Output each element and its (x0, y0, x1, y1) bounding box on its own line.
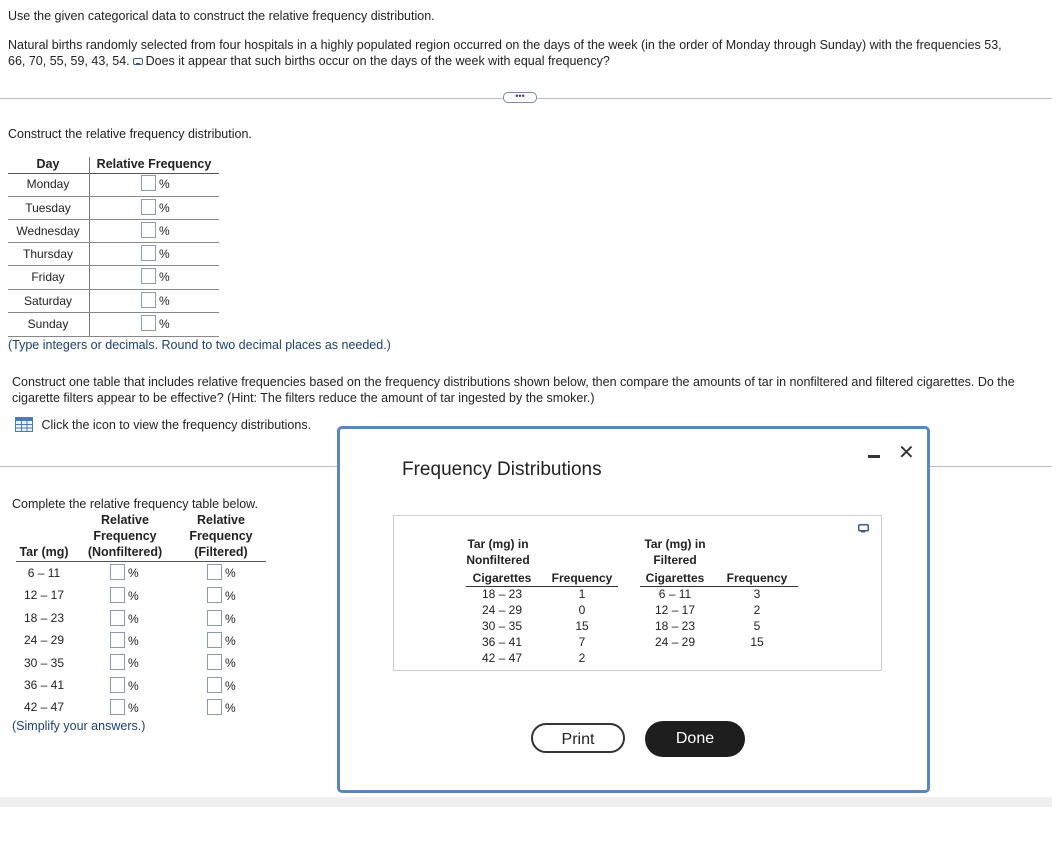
rounding-note: (Type integers or decimals. Round to two decimal places as needed.) (8, 338, 391, 352)
nonfiltered-input-12-17[interactable] (110, 587, 125, 603)
question-text: Does it appear that such births occur on the days of the week with equal frequency? (145, 54, 610, 68)
print-button[interactable]: Print (531, 723, 625, 753)
tar-header: Tar (mg) (19, 545, 69, 559)
percent-symbol: % (225, 589, 236, 603)
nonfiltered-input-6-11[interactable] (110, 564, 125, 580)
filtered-frequency: 15 (750, 635, 764, 649)
day-row-label: Saturday (23, 294, 73, 308)
percent-symbol: % (159, 294, 170, 308)
day-row-label: Sunday (27, 317, 69, 331)
complete-label: Complete the relative frequency table below. (12, 497, 258, 511)
filtered-input-6-11[interactable] (207, 564, 222, 580)
view-distributions-text[interactable]: Click the icon to view the frequency distributions. (41, 418, 312, 432)
table-grid-icon[interactable] (15, 417, 33, 432)
filtered-col-header-1: Tar (mg) in (644, 537, 706, 551)
nonfiltered-class: 18 – 23 (481, 587, 523, 601)
percent-symbol: % (225, 656, 236, 670)
day-row-label: Thursday (22, 247, 74, 261)
expand-ellipsis-button[interactable]: ••• (503, 92, 537, 103)
percent-symbol: % (128, 612, 139, 626)
nonfiltered-frequency: 1 (578, 587, 586, 601)
distributions-panel (393, 515, 882, 671)
percent-symbol: % (128, 701, 139, 715)
percent-symbol: % (128, 589, 139, 603)
filtered-input-12-17[interactable] (207, 587, 222, 603)
percent-symbol: % (159, 247, 170, 261)
relfreq-input-thursday[interactable] (141, 245, 156, 261)
nonfiltered-class: 36 – 41 (481, 635, 523, 649)
day-row-label: Wednesday (16, 224, 80, 238)
relfreq-input-friday[interactable] (141, 268, 156, 284)
tar-row-label: 18 – 23 (23, 611, 65, 625)
freq-header-nonfiltered: Frequency (93, 529, 157, 543)
freq-header-filtered: Frequency (189, 529, 253, 543)
percent-symbol: % (225, 679, 236, 693)
problem1-body-line1: Natural births randomly selected from four hospitals in a highly populated region occurred on the days of the week (in the order of Monday through Sunday) with the frequencies 53, (8, 38, 1002, 52)
percent-symbol: % (225, 634, 236, 648)
nonfiltered-input-24-29[interactable] (110, 632, 125, 648)
bottom-footer-bar (0, 797, 1052, 807)
percent-symbol: % (159, 224, 170, 238)
nonfiltered-input-36-41[interactable] (110, 677, 125, 693)
filtered-class: 24 – 29 (654, 635, 696, 649)
nonfiltered-col-header-2: Nonfiltered (466, 553, 530, 567)
simplify-note: (Simplify your answers.) (12, 719, 146, 733)
filtered-col-header-3: Cigarettes (645, 571, 705, 585)
problem1-body-line2 (8, 54, 610, 68)
close-button[interactable]: ✕ (898, 442, 915, 464)
day-header: Day (36, 157, 60, 171)
nonfiltered-input-42-47[interactable] (110, 699, 125, 715)
problem2-line1: Construct one table that includes relative frequencies based on the frequency distributions shown below, then compare the amounts of tar in nonfiltered and filtered cigarettes. Do the (12, 375, 1015, 389)
view-distributions-link[interactable] (15, 417, 311, 432)
percent-symbol: % (225, 701, 236, 715)
percent-symbol: % (128, 656, 139, 670)
nonfiltered-input-18-23[interactable] (110, 610, 125, 626)
tar-row-label: 12 – 17 (23, 588, 65, 602)
nonfiltered-frequency: 0 (578, 603, 586, 617)
filtered-frequency: 2 (753, 603, 761, 617)
filtered-input-36-41[interactable] (207, 677, 222, 693)
relfreq-input-sunday[interactable] (141, 315, 156, 331)
relfreq-input-saturday[interactable] (141, 292, 156, 308)
nonfiltered-col-header-3: Cigarettes (472, 571, 532, 585)
filtered-input-42-47[interactable] (207, 699, 222, 715)
relfreq-input-wednesday[interactable] (141, 222, 156, 238)
nonfiltered-frequency: 15 (575, 619, 589, 633)
filtered-header: (Filtered) (194, 545, 248, 559)
tar-row-label: 42 – 47 (23, 700, 65, 714)
relative-frequency-header: Relative Frequency (96, 157, 212, 171)
rel-header-filtered: Relative (197, 513, 245, 527)
percent-symbol: % (159, 201, 170, 215)
tar-row-label: 6 – 11 (27, 566, 61, 580)
day-row-label: Friday (31, 270, 65, 284)
dialog-title: Frequency Distributions (402, 459, 602, 480)
minimize-button[interactable] (868, 455, 880, 458)
filtered-freq-header: Frequency (726, 571, 788, 585)
tar-row-label: 36 – 41 (23, 678, 65, 692)
filtered-input-18-23[interactable] (207, 610, 222, 626)
filtered-frequency: 5 (753, 619, 761, 633)
copy-table-icon[interactable] (858, 524, 869, 533)
frequencies-text: 66, 70, 55, 59, 43, 54. (8, 54, 130, 68)
nonfiltered-input-30-35[interactable] (110, 654, 125, 670)
percent-symbol: % (159, 177, 170, 191)
frequency-distributions-dialog (337, 426, 930, 793)
problem1-instruction: Use the given categorical data to construct the relative frequency distribution. (8, 9, 435, 23)
percent-symbol: % (128, 634, 139, 648)
percent-symbol: % (128, 566, 139, 580)
nonfiltered-header: (Nonfiltered) (87, 545, 163, 559)
done-button[interactable]: Done (645, 721, 745, 757)
day-row-label: Tuesday (25, 201, 71, 215)
filtered-class: 12 – 17 (654, 603, 696, 617)
filtered-input-24-29[interactable] (207, 632, 222, 648)
relfreq-input-tuesday[interactable] (141, 199, 156, 215)
filtered-class: 6 – 11 (658, 587, 692, 601)
tar-row-label: 30 – 35 (23, 656, 65, 670)
percent-symbol: % (159, 270, 170, 284)
tar-row-label: 24 – 29 (23, 633, 65, 647)
problem2-line2: cigarette filters appear to be effective? (Hint: The filters reduce the amount of tar ingested by the smoker.) (12, 391, 595, 405)
nonfiltered-class: 30 – 35 (481, 619, 523, 633)
nonfiltered-frequency: 7 (578, 635, 586, 649)
day-row-label: Monday (26, 177, 70, 191)
nonfiltered-class: 24 – 29 (481, 603, 523, 617)
rel-header-nonfiltered: Relative (101, 513, 149, 527)
nonfiltered-freq-header: Frequency (551, 571, 613, 585)
relfreq-input-monday[interactable] (141, 175, 156, 191)
filtered-input-30-35[interactable] (207, 654, 222, 670)
copy-data-icon[interactable] (133, 58, 143, 65)
percent-symbol: % (225, 566, 236, 580)
filtered-class: 18 – 23 (654, 619, 696, 633)
construct-label: Construct the relative frequency distribution. (8, 127, 252, 141)
filtered-col-header-2: Filtered (653, 553, 697, 567)
filtered-frequency: 3 (753, 587, 761, 601)
percent-symbol: % (128, 679, 139, 693)
nonfiltered-class: 42 – 47 (481, 651, 523, 665)
percent-symbol: % (159, 317, 170, 331)
nonfiltered-frequency: 2 (578, 651, 586, 665)
percent-symbol: % (225, 612, 236, 626)
nonfiltered-col-header-1: Tar (mg) in (467, 537, 529, 551)
